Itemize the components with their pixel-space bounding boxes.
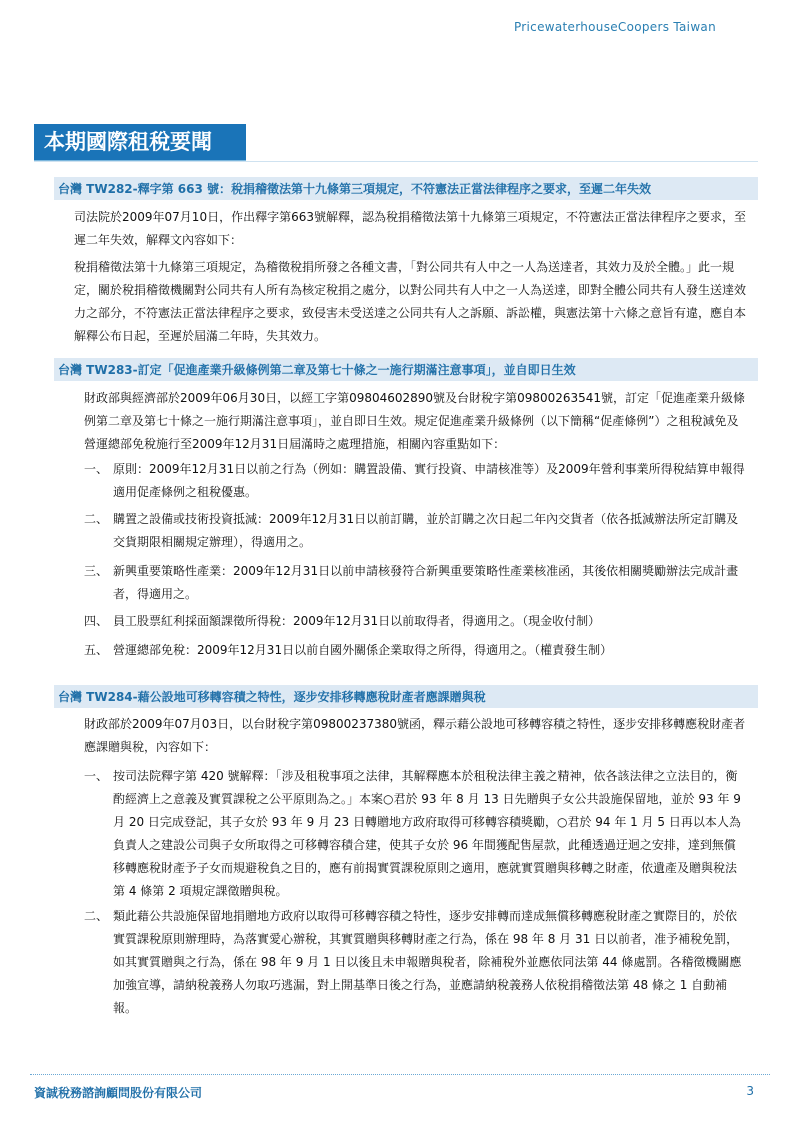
list-item-text: 營運總部免稅：2009年12月31日以前自國外關係企業取得之所得，得適用之。（權責發生制） <box>113 643 613 657</box>
list-item-number: 二、 <box>84 909 109 923</box>
title-divider <box>34 161 758 162</box>
list-item <box>84 765 746 903</box>
page-title-text: 本期國際租稅要聞 <box>44 130 212 154</box>
section-paragraph: 稅捐稽徵法第十九條第三項規定，為稽徵稅捐所發之各種文書，「對公同共有人中之一人為送達者，其效力及於全體。」此一規定，關於稅捐稽徵機關對公同共有人所有為核定稅捐之處分，以對公同共有人中之一人為送達，即對全體公同共有人發生送達效力之部分，不符憲法正當法律程序之要求，致侵害未受送達之公同共有人之訴願、訴訟權，與憲法第十六條之意旨有違，應自本解釋公布日起，至遲於屆滿二年時，失其效力。 <box>74 260 747 343</box>
list-item-text: 員工股票紅利採面額課徵所得稅：2009年12月31日以前取得者，得適用之。（現金收付制） <box>113 614 601 628</box>
list-item <box>84 508 746 554</box>
list-item-text: 新興重要策略性產業：2009年12月31日以前申請核發符合新興重要策略性產業核准函，其後依相關獎勵辦法完成計畫者，得適用之。 <box>113 564 739 601</box>
list-item-number: 四、 <box>84 614 109 628</box>
header-company: PricewaterhouseCoopers Taiwan <box>513 20 716 34</box>
section-heading-tw283: 台灣 TW283-訂定「促進產業升級條例第二章及第七十條之一施行期滿注意事項」，並自即日生效 <box>54 358 758 381</box>
list-item-number: 二、 <box>84 512 109 526</box>
list-item-number: 五、 <box>84 643 109 657</box>
list-item-text: 類此藉公共設施保留地捐贈地方政府以取得可移轉容積之特性，逐步安排轉而達成無償移轉應稅財產之實際目的，於依實質課稅原則辦理時，為落實愛心辦稅，其實質贈與移轉財產之行為，係在 98 年 8 月 31 日以前者，准予補稅免罰，如其實質贈與之行為，係在 98 年 9 月 1 日以後且未申報贈與稅者，除補稅外並應依同法第 44 條處罰。各稽徵機關應加強宣導，請納稅義務人勿取巧逃漏，對上開基準日後之行為，並應請納稅義務人依稅捐稽徵法第 48 條之 1 自動補報。 <box>113 909 742 1015</box>
list-item <box>84 639 746 662</box>
list-item-number: 一、 <box>84 462 109 476</box>
list-item-text: 原則：2009年12月31日以前之行為（例如：購置設備、實行投資、申請核准等）及2009年營利事業所得稅結算申報得適用促產條例之租稅優惠。 <box>113 462 745 499</box>
list-item <box>84 610 746 633</box>
list-item-text: 按司法院釋字第 420 號解釋：「涉及租稅事項之法律，其解釋應本於租稅法律主義之精神，依各該法律之立法目的，衡酌經濟上之意義及實質課稅之公平原則為之。」本案○君於 93 年 8 月 13 日先贈與子女公共設施保留地，並於 93 年 9 月 20 日完成登記，其子女於 93 年 9 月 23 日轉贈地方政府取得可移轉容積獎勵，○君於 94 年 1 月 5 日再以本人為負責人之建設公司與子女所取得之可移轉容積合建，使其子女於 96 年間獲配售屋款，此種透過迂迴之安排，達到無償移轉應稅財產予子女而規避稅負之目的，應有前揭實質課稅原則之適用，應就實質贈與移轉之財產，依遺產及贈與稅法第 4 條第 2 項規定課徵贈與稅。 <box>113 769 741 898</box>
list-item <box>84 458 746 504</box>
footer-company: 資誠稅務諮詢顧問股份有限公司 <box>34 1086 203 1100</box>
list-item-text: 購置之設備或技術投資抵減：2009年12月31日以前訂購，並於訂購之次日起二年內交貨者（依各抵減辦法所定訂購及交貨期限相關規定辦理），得適用之。 <box>113 512 739 549</box>
footer-divider <box>30 1074 770 1075</box>
list-item <box>84 560 746 606</box>
section-intro: 財政部與經濟部於2009年06月30日，以經工字第09804602890號及台財稅字第09800263541號，訂定「促進產業升級條例第二章及第七十條之一施行期滿注意事項」，並自即日生效。規定促進產業升級條例（以下簡稱“促產條例”）之租稅減免及營運總部免稅施行至2009年12月31日屆滿時之處理措施，相關內容重點如下： <box>84 391 746 451</box>
list-item-number: 三、 <box>84 564 109 578</box>
page-number: 3 <box>746 1084 754 1098</box>
page-title <box>34 124 246 162</box>
list-item-number: 一、 <box>84 769 109 783</box>
list-item <box>84 905 746 1020</box>
section-heading-tw284: 台灣 TW284-藉公設地可移轉容積之特性，逐步安排移轉應稅財產者應課贈與稅 <box>54 685 758 708</box>
section-paragraph: 司法院於2009年07月10日，作出釋字第663號解釋，認為稅捐稽徵法第十九條第三項規定，不符憲法正當法律程序之要求，至遲二年失效，解釋文內容如下： <box>74 210 746 247</box>
section-intro: 財政部於2009年07月03日，以台財稅字第09800237380號函，釋示藉公設地可移轉容積之特性，逐步安排移轉應稅財產者應課贈與稅，內容如下： <box>84 717 746 754</box>
section-heading-tw282: 台灣 TW282-釋字第 663 號：稅捐稽徵法第十九條第三項規定，不符憲法正當法律程序之要求，至遲二年失效 <box>54 177 758 200</box>
